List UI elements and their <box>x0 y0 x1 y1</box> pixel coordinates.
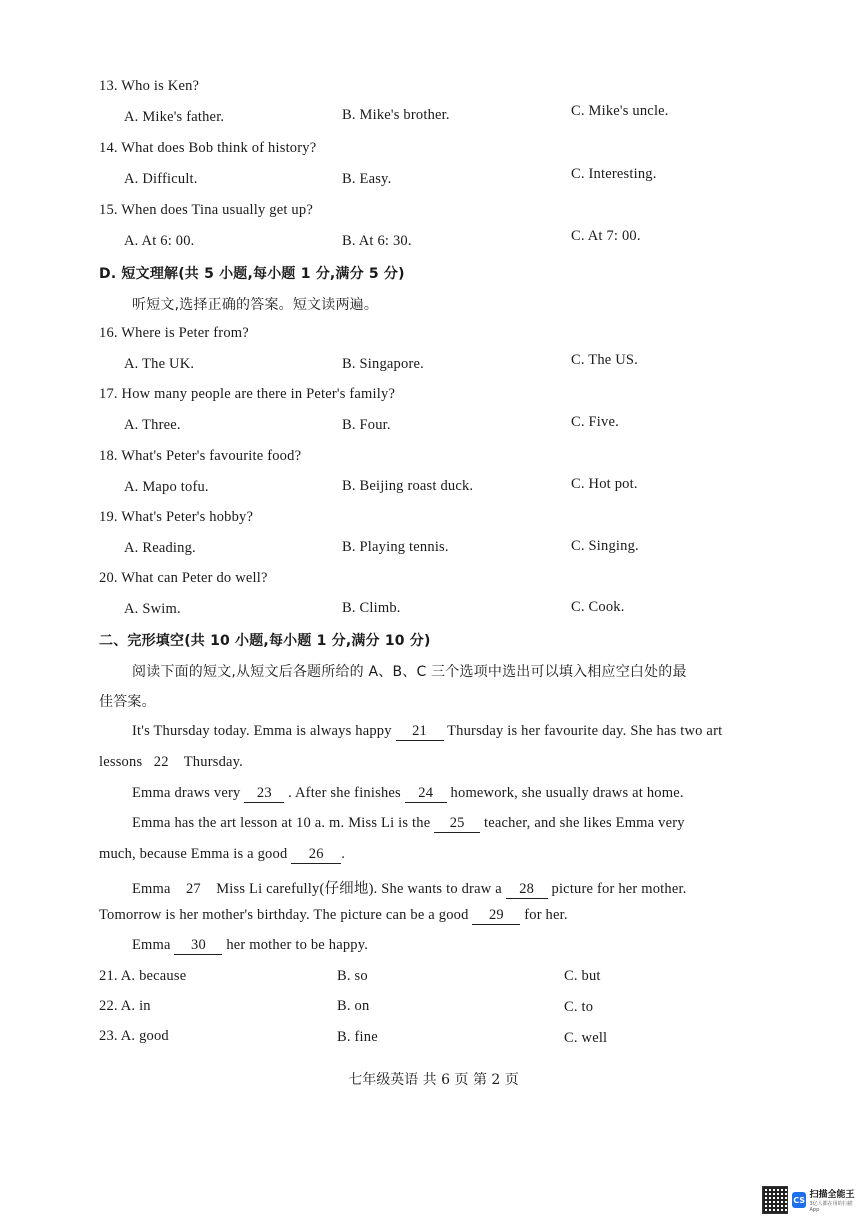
option-15b: B. At 6: 30. <box>342 233 412 249</box>
option-17b: B. Four. <box>342 417 391 433</box>
option-14b: B. Easy. <box>342 171 392 187</box>
passage-line-4 <box>132 815 685 833</box>
blank-23: 23 <box>244 785 284 803</box>
option-22a: 22. A. in <box>99 998 151 1014</box>
option-18a: A. Mapo tofu. <box>124 479 209 495</box>
option-17a: A. Three. <box>124 417 181 433</box>
scanner-name: 扫描全能王 <box>809 1190 855 1200</box>
scanner-subtitle: 3亿人都在用的扫描App <box>809 1201 853 1213</box>
section-2-instruction-2: 佳答案。 <box>99 694 156 710</box>
scanner-watermark <box>762 1180 858 1220</box>
option-21b: B. so <box>337 968 368 984</box>
passage-text: Emma has the art lesson at 10 a. m. Miss Li is the <box>132 815 431 831</box>
passage-text: . <box>341 846 346 862</box>
passage-text: Emma <box>132 937 171 953</box>
passage-text: Emma <box>132 881 171 897</box>
option-18b: B. Beijing roast duck. <box>342 478 474 494</box>
passage-text: Tomorrow is her mother's birthday. The picture can be a good <box>99 907 469 923</box>
passage-line-2 <box>99 754 243 771</box>
question-19: 19. What's Peter's hobby? <box>99 509 254 525</box>
passage-text: . After she finishes <box>288 785 401 801</box>
section-2-title: 二、完形填空(共 10 小题,每小题 1 分,满分 10 分) <box>99 633 431 649</box>
question-15: 15. When does Tina usually get up? <box>99 202 313 218</box>
blank-27: 27 <box>185 881 201 897</box>
passage-line-6 <box>132 877 687 899</box>
passage-text: Miss Li carefully(仔细地). She wants to draw a <box>216 881 502 897</box>
option-16b: B. Singapore. <box>342 356 424 372</box>
passage-line-7 <box>99 907 568 925</box>
passage-text: much, because Emma is a good <box>99 846 288 862</box>
option-23c: C. well <box>564 1030 608 1046</box>
passage-text: for her. <box>524 907 568 923</box>
passage-text: Emma draws very <box>132 785 241 801</box>
passage-text: her mother to be happy. <box>226 937 369 953</box>
option-15a: A. At 6: 00. <box>124 233 195 249</box>
section-2-instruction-1: 阅读下面的短文,从短文后各题所给的 A、B、C 三个选项中选出可以填入相应空白处的最 <box>132 664 687 680</box>
question-16: 16. Where is Peter from? <box>99 325 249 341</box>
option-15c: C. At 7: 00. <box>571 228 641 244</box>
blank-28: 28 <box>506 881 548 899</box>
option-18c: C. Hot pot. <box>571 476 638 492</box>
option-21c: C. but <box>564 968 601 984</box>
passage-text: homework, she usually draws at home. <box>450 785 684 801</box>
passage-text: It's Thursday today. Emma is always happy <box>132 723 392 739</box>
option-13b: B. Mike's brother. <box>342 107 450 123</box>
scanner-text <box>809 1187 858 1213</box>
option-19a: A. Reading. <box>124 540 196 556</box>
blank-25: 25 <box>434 815 480 833</box>
option-20a: A. Swim. <box>124 601 181 617</box>
passage-text: picture for her mother. <box>551 881 687 897</box>
passage-line-8 <box>132 937 368 955</box>
question-18: 18. What's Peter's favourite food? <box>99 448 302 464</box>
option-23b: B. fine <box>337 1029 378 1045</box>
blank-22: 22 <box>153 754 169 770</box>
question-17: 17. How many people are there in Peter's family? <box>99 386 396 402</box>
question-13: 13. Who is Ken? <box>99 78 200 94</box>
blank-21: 21 <box>396 723 444 741</box>
option-13c: C. Mike's uncle. <box>571 103 669 119</box>
option-22b: B. on <box>337 998 370 1014</box>
option-14c: C. Interesting. <box>571 166 657 182</box>
passage-line-1 <box>132 723 722 741</box>
camscanner-logo-icon: CS <box>792 1192 807 1208</box>
passage-line-3 <box>132 785 684 803</box>
option-13a: A. Mike's father. <box>124 109 225 125</box>
option-21a: 21. A. because <box>99 968 187 984</box>
option-16a: A. The UK. <box>124 356 195 372</box>
blank-26: 26 <box>291 846 341 864</box>
question-14: 14. What does Bob think of history? <box>99 140 317 156</box>
page-footer: 七年级英语 共 6 页 第 2 页 <box>348 1072 519 1088</box>
option-20c: C. Cook. <box>571 599 625 615</box>
passage-text: lessons <box>99 754 143 770</box>
section-d-title: D. 短文理解(共 5 小题,每小题 1 分,满分 5 分) <box>99 266 405 282</box>
option-19b: B. Playing tennis. <box>342 539 449 555</box>
option-19c: C. Singing. <box>571 538 639 554</box>
passage-text: Thursday. <box>183 754 243 770</box>
option-14a: A. Difficult. <box>124 171 198 187</box>
passage-text: Thursday is her favourite day. She has two art <box>447 723 723 739</box>
blank-29: 29 <box>472 907 520 925</box>
question-20: 20. What can Peter do well? <box>99 570 268 586</box>
option-23a: 23. A. good <box>99 1028 169 1044</box>
option-16c: C. The US. <box>571 352 638 368</box>
passage-text: teacher, and she likes Emma very <box>484 815 685 831</box>
passage-line-5 <box>99 846 345 864</box>
section-d-instruction: 听短文,选择正确的答案。短文读两遍。 <box>132 297 379 313</box>
option-22c: C. to <box>564 999 594 1015</box>
blank-24: 24 <box>405 785 447 803</box>
option-17c: C. Five. <box>571 414 619 430</box>
blank-30: 30 <box>174 937 222 955</box>
qr-code-icon <box>762 1186 788 1214</box>
option-20b: B. Climb. <box>342 600 401 616</box>
